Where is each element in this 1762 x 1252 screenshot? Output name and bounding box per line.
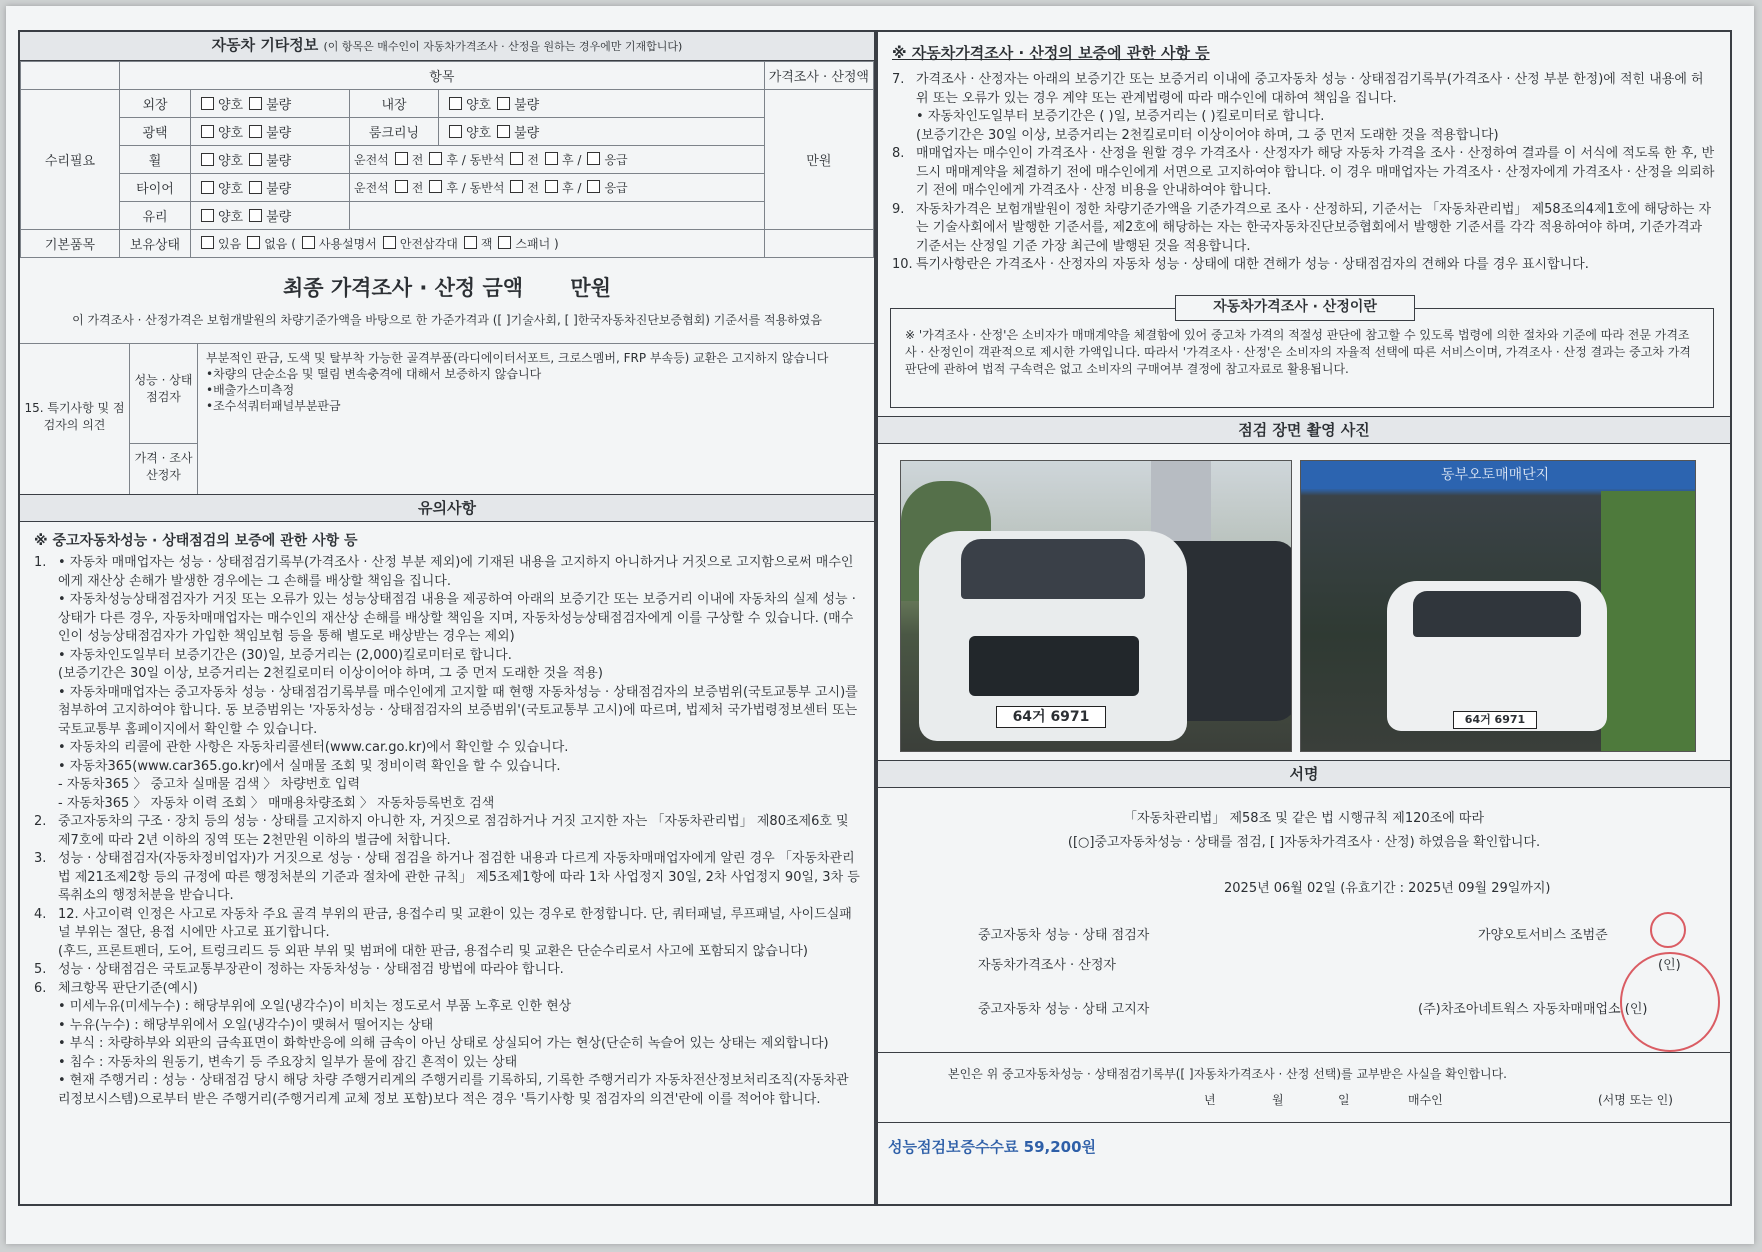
wheel-spare-checkbox[interactable] <box>587 152 600 165</box>
item-number <box>892 108 916 127</box>
good-label: 양호 <box>218 182 244 197</box>
list-item <box>34 795 860 814</box>
other-info-header <box>20 32 874 61</box>
appraiser-opinion-label: 가격 · 조사 산정자 <box>130 444 198 494</box>
notifier-name: (주)차조아네트웍스 자동차매매업소 (인) <box>1418 1002 1648 1017</box>
right-panel <box>876 30 1732 1206</box>
item-number <box>34 795 58 814</box>
front-label: 전 <box>527 181 540 195</box>
list-item <box>34 980 860 999</box>
bad-label: 불량 <box>514 126 540 141</box>
wheel-driver-rear-checkbox[interactable] <box>429 152 442 165</box>
other-info-title: 자동차 기타정보 <box>211 36 319 54</box>
have-checkbox[interactable] <box>201 236 214 249</box>
item-text: • 누유(누수) : 해당부위에서 오일(냉각수)이 맺혀서 떨어지는 상태 <box>58 1017 434 1033</box>
inspection-photo-front <box>900 460 1292 752</box>
gloss-label: 광택 <box>120 118 191 146</box>
col-item-header: 항목 <box>120 62 765 90</box>
warranty-section <box>20 522 874 1109</box>
item-text: • 자동차 매매업자는 성능 · 상태점검기록부(가격조사 · 산정 부분 제외)에 기재된 내용을 고지하지 아니하거나 거짓으로 고지함으로써 매수인에게 재산상 손해가 발생한 경우에는 그 손해를 배상할 책임을 집니다. <box>58 555 854 589</box>
receipt-text: 본인은 위 중고자동차성능 · 상태점검기록부([ ]자동차가격조사 · 산정 선택)를 교부받은 사실을 확인합니다. <box>948 1067 1507 1081</box>
col-price-header: 가격조사 · 산정액 <box>764 62 873 90</box>
list-item <box>34 591 860 647</box>
list-item <box>34 1017 860 1036</box>
tire-pass-rear-checkbox[interactable] <box>545 180 558 193</box>
exterior-bad-checkbox[interactable] <box>249 97 262 110</box>
item-text: • 침수 : 자동차의 원동기, 변속기 등 주요장치 일부가 물에 잠긴 흔적이 있는 상태 <box>58 1054 518 1070</box>
bad-label: 불량 <box>266 126 292 141</box>
opinion-line: •배출가스미측정 <box>206 383 295 397</box>
definition-text: ※ '가격조사 · 산정'은 소비자가 매매계약을 체결함에 있어 중고차 가격의 적절성 판단에 참고할 수 있도록 법령에 의한 절차와 기준에 따라 전문 가격조사 · 산정인이 객관적으로 제시한 가액입니다. 따라서 '가격조사 · 산정'은 소비자의 자율적 선택에 따른 서비스이며, 가격조사 · 산정 결과는 중고차 가격판단에 관하여 법적 구속력은 없고 소비자의 구매여부 결정에 참고자료로 활용됩니다. <box>905 328 1691 376</box>
triangle-label: 안전삼각대 <box>399 237 458 251</box>
item-text: 체크항목 판단기준(예시) <box>58 980 198 996</box>
inspection-fee: 성능점검보증수수료 59,200원 <box>888 1138 1097 1156</box>
item-number <box>34 998 58 1017</box>
item-number <box>34 1072 58 1109</box>
sign-date: 2025년 06월 02일 (유효기간 : 2025년 09월 29일까지) <box>1224 881 1551 896</box>
notifier-label: 중고자동차 성능 · 상태 고지자 <box>978 1002 1150 1017</box>
list-item <box>34 906 860 943</box>
wheel-pass-front-checkbox[interactable] <box>510 152 523 165</box>
tire-label: 타이어 <box>120 174 191 202</box>
list-item <box>34 998 860 1017</box>
good-label: 양호 <box>466 126 492 141</box>
opinion-line: •조수석쿼터패널부분판금 <box>206 399 341 413</box>
item-text: • 미세누유(미세누수) : 해당부위에 오일(냉각수)이 비치는 정도로서 부품 노후로 인한 현상 <box>58 999 572 1014</box>
list-item <box>34 665 860 684</box>
other-info-table: 항목 가격조사 · 산정액 수리필요 외장 양호 불량 내장 양호 불량 만원 광택 양호 불량 룸크리닝 양호 불량 휠 양호 불량 운전석 전 후 / 동반석 전 후 / 응급 타이어 양호 불량 운전석 전 후 / 동반석 전 후 / 응급 유리 양호 불량 기본품목 보유상태 있음 없음 ( 사용설명서 안전삼각대 잭 스패너 ) <box>20 61 874 258</box>
final-amount-row <box>20 258 874 302</box>
windshield-shape <box>961 539 1145 599</box>
item-number: 10. <box>892 257 913 272</box>
rear-window-shape <box>1413 591 1581 637</box>
gloss-bad-checkbox[interactable] <box>249 125 262 138</box>
item-text: - 자동차365 〉 중고차 실매물 검색 〉 차량번호 입력 <box>58 777 361 792</box>
none-checkbox[interactable] <box>247 236 260 249</box>
gloss-good-checkbox[interactable] <box>201 125 214 138</box>
receipt-buyer: 매수인 <box>1408 1093 1443 1107</box>
opinion-line: 부분적인 판금, 도색 및 탈부착 가능한 골격부품(라디에이터서포트, 크로스멤버, FRP 부속등) 교환은 고지하지 않습니다 <box>206 351 829 365</box>
list-item <box>34 943 860 962</box>
passenger-seat-label: 동반석 <box>469 181 505 195</box>
final-amount-title: 최종 가격조사 · 산정 금액 <box>283 276 524 300</box>
price-warranty-list <box>892 71 1716 275</box>
rear-label: 후 <box>562 181 574 195</box>
item-number: 8. <box>892 146 905 161</box>
item-text: (후드, 프론트펜더, 도어, 트렁크리드 등 외판 부위 및 범퍼에 대한 판금, 용접수리 및 교환은 단순수리로서 사고에 포함되지 않습니다) <box>58 943 808 959</box>
tire-driver-rear-checkbox[interactable] <box>429 180 442 193</box>
grille-shape <box>969 636 1139 696</box>
triangle-checkbox[interactable] <box>383 236 396 249</box>
list-item <box>34 647 860 666</box>
inspector-stamp <box>1650 912 1686 948</box>
document-page <box>6 6 1754 1244</box>
item-text: • 자동차성능상태점검자가 거짓 또는 오류가 있는 성능상태점검 내용을 제공하여 아래의 보증기간 또는 보증거리 이내에 자동차의 실제 성능 · 상태가 다른 경우, 자동차매매업자는 매수인의 재산상 손해를 배상할 책임을 지며, 자동차성능상태점검자에게 이를 구상할 수 있습니다. (매수인이 성능상태점검자가 가입한 책임보험 등을 통해 별도로 배상받는 경우는 제외) <box>58 592 856 644</box>
list-item <box>34 813 860 850</box>
item-number: 5. <box>34 962 47 977</box>
item-number: 6. <box>34 980 47 996</box>
item-text: (보증기간은 30일 이상, 보증거리는 2천킬로미터 이상이어야 하며, 그 중 먼저 도래한 것을 적용합니다) <box>916 127 1499 143</box>
item-number <box>34 647 58 666</box>
front-label: 전 <box>527 153 540 167</box>
inspection-photo-rear <box>1300 460 1696 752</box>
license-plate-rear: 64거 6971 <box>1453 711 1537 729</box>
list-item <box>34 1072 860 1109</box>
good-label: 양호 <box>218 154 244 169</box>
driver-seat-label: 운전석 <box>354 153 389 167</box>
photo-header: 점검 장면 촬영 사진 <box>878 416 1730 444</box>
item-number: 4. <box>34 906 47 922</box>
exterior-good-checkbox[interactable] <box>201 97 214 110</box>
item-number <box>34 1017 58 1036</box>
price-warranty-section <box>878 32 1730 275</box>
glass-label: 유리 <box>120 202 191 230</box>
spare-label: 응급 <box>604 181 628 195</box>
manual-checkbox[interactable] <box>302 236 315 249</box>
list-item <box>34 758 860 777</box>
appraiser-label: 자동차가격조사 · 산정자 <box>978 958 1116 973</box>
receipt-year: 년 <box>1204 1093 1216 1107</box>
item-text: 특기사항란은 가격조사 · 산정자의 자동차 성능 · 상태에 대한 견해가 성능 · 상태점검자의 견해와 다를 경우 표시합니다. <box>916 257 1589 272</box>
receipt-month: 월 <box>1272 1093 1284 1107</box>
receipt-signature: (서명 또는 인) <box>1598 1093 1673 1107</box>
fee-divider <box>878 1122 1730 1123</box>
wheel-driver-front-checkbox[interactable] <box>395 152 408 165</box>
item-text: • 자동차365(www.car365.go.kr)에서 실매물 조회 및 정비이력 확인을 할 수 있습니다. <box>58 758 561 774</box>
tire-spare-checkbox[interactable] <box>587 180 600 193</box>
inspector-opinion-label: 성능 · 상태 점검자 <box>130 344 198 444</box>
item-text: • 현재 주행거리 : 성능 · 상태점검 당시 해당 차량 주행거리계의 주행거리를 기록하되, 기록한 주행거리가 자동차전산정보처리조직(자동차관리정보시스템)으로부터 받은 주행거리(주행거리계 교체 정보 포함)보다 적은 경우 '특기사항 및 점검자의 의견'란에 이를 적어야 합니다. <box>58 1073 849 1107</box>
other-info-note: (이 항목은 매수인이 자동차가격조사 · 산정을 원하는 경우에만 기재합니다) <box>323 40 683 53</box>
price-unit: 만원 <box>764 90 873 230</box>
list-item <box>34 739 860 758</box>
item-number <box>34 776 58 795</box>
list-item <box>892 256 1716 275</box>
receipt-day: 일 <box>1338 1093 1350 1107</box>
bad-label: 불량 <box>266 154 292 169</box>
item-number: 9. <box>892 201 905 217</box>
warranty-title: ※ 중고자동차성능 · 상태점검의 보증에 관한 사항 등 <box>34 533 358 549</box>
rear-label: 후 <box>446 153 458 167</box>
good-label: 양호 <box>466 98 492 113</box>
room-bad-checkbox[interactable] <box>497 125 510 138</box>
basic-items-label: 기본품목 <box>21 230 120 258</box>
item-text: 성능 · 상태점검자(자동차정비업자)가 거짓으로 성능 · 상태 점검을 하거나 점검한 내용과 다르게 자동차매매업자에게 알린 경우 「자동차관리법 제21조제2항 등의 규정에 따른 행정처분의 기준과 절차에 관한 규칙」 제5조제1항에 따라 1차 사업정지 30일, 2차 사업정지 90일, 3차 등록취소의 행정처분을 받습니다. <box>58 851 860 903</box>
tire-pass-front-checkbox[interactable] <box>510 180 523 193</box>
item-number <box>34 739 58 758</box>
list-item <box>892 145 1716 201</box>
repair-label: 수리필요 <box>21 90 120 230</box>
tire-good-checkbox[interactable] <box>201 181 214 194</box>
item-text: (보증기간은 30일 이상, 보증거리는 2천킬로미터 이상이어야 하며, 그 중 먼저 도래한 것을 적용) <box>58 666 603 681</box>
jack-checkbox[interactable] <box>464 236 477 249</box>
list-item <box>34 850 860 906</box>
spanner-label: 스패너 <box>515 237 551 251</box>
spanner-checkbox[interactable] <box>498 236 511 249</box>
good-label: 양호 <box>218 210 244 225</box>
front-label: 전 <box>411 153 424 167</box>
wheel-bad-checkbox[interactable] <box>249 153 262 166</box>
item-number: 3. <box>34 851 47 866</box>
list-item <box>34 554 860 591</box>
shop-sign: 동부오토매매단지 <box>1301 461 1695 489</box>
none-label: 없음 <box>264 237 288 251</box>
item-text: • 부식 : 차량하부와 외판의 금속표면이 화학반응에 의해 금속이 아닌 상태로 상실되어 가는 현상(단순히 녹슬어 있는 상태는 제외합니다) <box>58 1036 829 1051</box>
receipt-divider <box>878 1052 1730 1053</box>
good-label: 양호 <box>218 126 244 141</box>
bad-label: 불량 <box>266 210 292 225</box>
item-number: 7. <box>892 72 905 87</box>
item-number <box>34 758 58 777</box>
interior-bad-checkbox[interactable] <box>497 97 510 110</box>
item-number <box>34 1054 58 1073</box>
bad-label: 불량 <box>266 182 292 197</box>
sign-law-text: 「자동차관리법」 제58조 및 같은 법 시행규칙 제120조에 따라 <box>1124 811 1484 826</box>
list-item <box>34 961 860 980</box>
special-remarks <box>20 344 874 495</box>
license-plate-front: 64거 6971 <box>996 706 1106 728</box>
have-label: 있음 <box>218 237 242 251</box>
rear-label: 후 <box>446 181 458 195</box>
item-text: 12. 사고이력 인정은 사고로 자동차 주요 골격 부위의 판금, 용접수리 및 교환이 있는 경우로 한정합니다. 단, 쿼터패널, 루프패널, 사이드실패널 부위는 절단, 용접 시에만 사고로 표기합니다. <box>58 906 852 940</box>
bush-shape <box>1601 491 1695 751</box>
item-number <box>34 1035 58 1054</box>
price-warranty-title: ※ 자동차가격조사 · 산정의 보증에 관한 사항 등 <box>892 44 1210 62</box>
list-item <box>34 776 860 795</box>
driver-seat-label: 운전석 <box>354 181 389 195</box>
list-item <box>34 684 860 740</box>
item-text: 가격조사 · 산정자는 아래의 보증기간 또는 보증거리 이내에 중고자동차 성능 · 상태점검기록부(가격조사 · 산정 부분 한정)에 적힌 내용에 허위 또는 오류가 있는 경우 계약 또는 관계법령에 따라 매수인에 대하여 책임을 집니다. <box>916 72 1704 106</box>
item-number <box>34 943 58 962</box>
interior-good-checkbox[interactable] <box>449 97 462 110</box>
exterior-label: 외장 <box>120 90 191 118</box>
item-text: • 자동차의 리콜에 관한 사항은 자동차리콜센터(www.car.go.kr)에서 확인할 수 있습니다. <box>58 740 569 755</box>
item-text: - 자동차365 〉 자동차 이력 조회 〉 매매용차량조회 〉 자동차등록번호 검색 <box>58 795 495 811</box>
opinion-line: •차량의 단순소음 및 떨림 변속충격에 대해서 보증하지 않습니다 <box>206 367 542 381</box>
final-amount-unit: 만원 <box>570 276 611 300</box>
item-number <box>34 591 58 647</box>
list-item <box>892 127 1716 146</box>
list-item <box>34 1035 860 1054</box>
wheel-good-checkbox[interactable] <box>201 153 214 166</box>
item-text: 중고자동차의 구조 · 장치 등의 성능 · 상태를 고지하지 아니한 자, 거짓으로 점검하거나 거짓 고지한 자는 「자동차관리법」 제80조제6호 및 제7호에 따라 2년 이하의 징역 또는 2천만원 이하의 벌금에 처합니다. <box>58 814 849 848</box>
tire-driver-front-checkbox[interactable] <box>395 180 408 193</box>
item-text: 자동차가격은 보험개발원이 정한 차량기준가액을 기준가격으로 조사 · 산정하되, 기준서는 「자동차관리법」 제58조의4제1호에 해당하는 자는 기술사회에서 발행한 기준서를, 제2호에 해당하는 자는 한국자동차진단보증협회에서 발행한 기준서를 각각 적용하여야 하며, 기준가격과 기준서는 산정일 기준 가장 최근에 발행된 것을 적용합니다. <box>916 201 1712 254</box>
tire-bad-checkbox[interactable] <box>249 181 262 194</box>
bad-label: 불량 <box>514 98 540 113</box>
list-item <box>892 108 1716 127</box>
left-panel <box>18 30 876 1206</box>
item-number <box>892 127 916 146</box>
front-label: 전 <box>411 181 424 195</box>
item-number <box>34 684 58 740</box>
final-amount-note: 이 가격조사 · 산정가격은 보험개발원의 차량기준가액을 바탕으로 한 가준가격과 ([ ]기술사회, [ ]한국자동차진단보증협회) 기준서를 적용하였음 <box>20 302 874 344</box>
warranty-list <box>34 554 860 1109</box>
room-cleaning-label: 룸크리닝 <box>350 118 439 146</box>
caution-header: 유의사항 <box>20 495 874 522</box>
wheel-label: 휠 <box>120 146 191 174</box>
definition-box <box>890 299 1714 408</box>
list-item <box>34 1054 860 1073</box>
sign-confirm-text: ([○]중고자동차성능 · 상태를 점검, [ ]자동차가격조사 · 산정) 하였음을 확인합니다. <box>1067 835 1541 850</box>
jack-label: 잭 <box>480 237 493 251</box>
inspector-opinion-text <box>206 350 866 414</box>
rear-label: 후 <box>562 153 574 167</box>
appraiser-seal: (인) <box>1658 958 1681 973</box>
signature-header: 서명 <box>878 760 1730 788</box>
item-text: • 자동차매매업자는 중고자동차 성능 · 상태점검기록부를 매수인에게 고지할 때 현행 자동차성능 · 상태점검자의 보증범위(국토교통부 고시)를 첨부하여 고지하여야 합니다. 동 보증범위는 '자동차성능 · 상태점검자의 보증범위'(국토교통부 고시)에 따르며, 법제처 국가법령정보센터 또는 국토교통부 홈페이지에서 확인할 수 있습니다. <box>58 684 858 737</box>
item-number: 2. <box>34 814 47 829</box>
company-seal-stamp <box>1620 952 1720 1052</box>
list-item <box>892 71 1716 108</box>
good-label: 양호 <box>218 98 244 113</box>
item-number <box>34 665 58 684</box>
inspector-label: 중고자동차 성능 · 상태 점검자 <box>978 928 1150 943</box>
definition-title: 자동차가격조사 · 산정이란 <box>1175 295 1415 321</box>
item-number: 1. <box>34 555 47 570</box>
item-text: 매매업자는 매수인이 가격조사 · 산정을 원할 경우 가격조사 · 산정자가 해당 자동차 가격을 조사 · 산정하여 결과를 이 서식에 적도록 한 후, 반드시 매매계약을 체결하기 전에 매수인에게 서면으로 고지하여야 합니다. 이 경우 매매업자는 가격조사 · 산정자에게 가격조사 · 산정을 의뢰하기 전에 매수인에게 가격조사 · 산정 비용을 안내하여야 합니다. <box>916 146 1715 198</box>
glass-good-checkbox[interactable] <box>201 209 214 222</box>
item-text: • 자동차인도일부터 보증기간은 ( )일, 보증거리는 ( )킬로미터로 합니다. <box>916 109 1325 124</box>
special-remarks-label: 15. 특기사항 및 점검자의 의견 <box>20 344 130 494</box>
spare-label: 응급 <box>604 153 628 167</box>
manual-label: 사용설명서 <box>318 237 377 251</box>
bad-label: 불량 <box>266 98 292 113</box>
inspector-name: 가양오토서비스 조범준 <box>1478 928 1608 943</box>
glass-bad-checkbox[interactable] <box>249 209 262 222</box>
possession-label: 보유상태 <box>120 230 191 258</box>
item-text: 성능 · 상태점검은 국토교통부장관이 정하는 자동차성능 · 상태점검 방법에 따라야 합니다. <box>58 962 564 977</box>
interior-label: 내장 <box>350 90 439 118</box>
item-text: • 자동차인도일부터 보증기간은 (30)일, 보증거리는 (2,000)킬로미터로 합니다. <box>58 647 512 663</box>
list-item <box>892 201 1716 257</box>
room-good-checkbox[interactable] <box>449 125 462 138</box>
wheel-pass-rear-checkbox[interactable] <box>545 152 558 165</box>
passenger-seat-label: 동반석 <box>469 153 505 167</box>
